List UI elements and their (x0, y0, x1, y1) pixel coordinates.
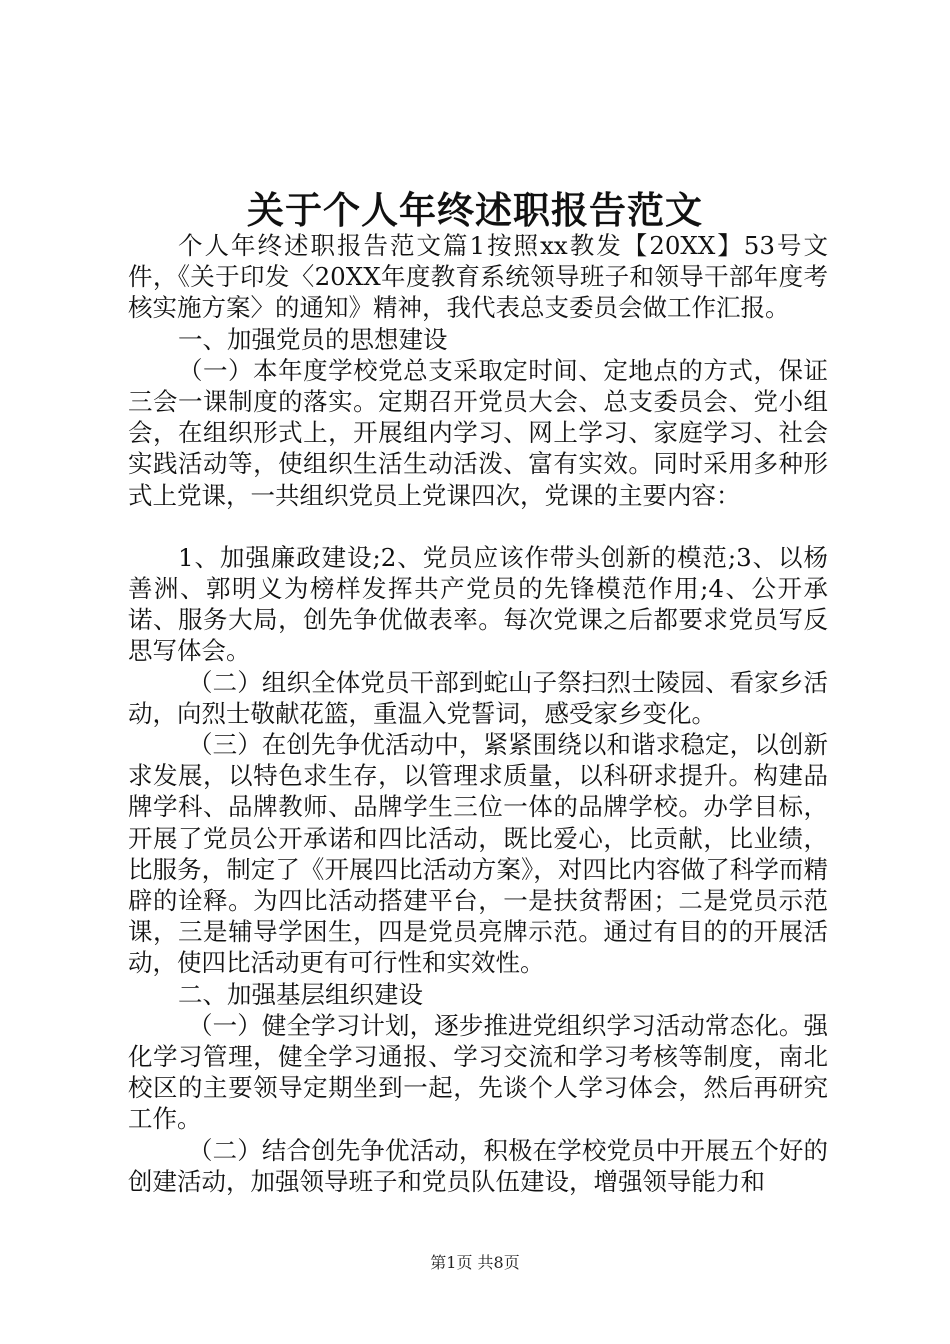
section-heading-2: 二、加强基层组织建设 (178, 979, 423, 1009)
document-title: 关于个人年终述职报告范文 (247, 188, 703, 232)
intro-paragraph: 个人年终述职报告范文篇1按照xx教发【20XX】53号文件，《关于印发〈20XX年度教育系统领导班子和领导干部年度考核实施方案〉的通知》精神，我代表总支委员会做工作汇报。 (128, 231, 828, 323)
document-body (128, 230, 828, 1197)
body-paragraph: （二）组织全体党员干部到蛇山子祭扫烈士陵园、看家乡活动，向烈士敬献花篮，重温入党誓词，感受家乡变化。 (128, 667, 828, 728)
page-number-footer: 第1页 共8页 (430, 1253, 520, 1272)
body-paragraph: （一）本年度学校党总支采取定时间、定地点的方式，保证三会一课制度的落实。定期召开党员大会、总支委员会、党小组会，在组织形式上，开展组内学习、网上学习、家庭学习、社会实践活动等，使组织生活生动活泼、富有实效。同时采用多种形式上党课，一共组织党员上党课四次，党课的主要内容： (128, 355, 828, 510)
body-paragraph: 1、加强廉政建设;2、党员应该作带头创新的模范;3、以杨善洲、郭明义为榜样发挥共产党员的先锋模范作用;4、公开承诺、服务大局，创先争优做表率。每次党课之后都要求党员写反思写体会。 (128, 542, 828, 666)
section-heading-1: 一、加强党员的思想建设 (178, 324, 448, 354)
body-paragraph: （二）结合创先争优活动，积极在学校党员中开展五个好的创建活动，加强领导班子和党员队伍建设，增强领导能力和 (128, 1135, 828, 1196)
body-paragraph: （一）健全学习计划，逐步推进党组织学习活动常态化。强化学习管理，健全学习通报、学习交流和学习考核等制度，南北校区的主要领导定期坐到一起，先谈个人学习体会，然后再研究工作。 (128, 1010, 828, 1134)
body-paragraph: （三）在创先争优活动中，紧紧围绕以和谐求稳定，以创新求发展，以特色求生存，以管理求质量，以科研求提升。构建品牌学科、品牌教师、品牌学生三位一体的品牌学校。办学目标，开展了党员公开承诺和四比活动，既比爱心，比贡献，比业绩，比服务，制定了《开展四比活动方案》，对四比内容做了科学而精辟的诠释。为四比活动搭建平台，一是扶贫帮困；二是党员示范课，三是辅导学困生，四是党员亮牌示范。通过有目的的开展活动，使四比活动更有可行性和实效性。 (128, 730, 828, 978)
